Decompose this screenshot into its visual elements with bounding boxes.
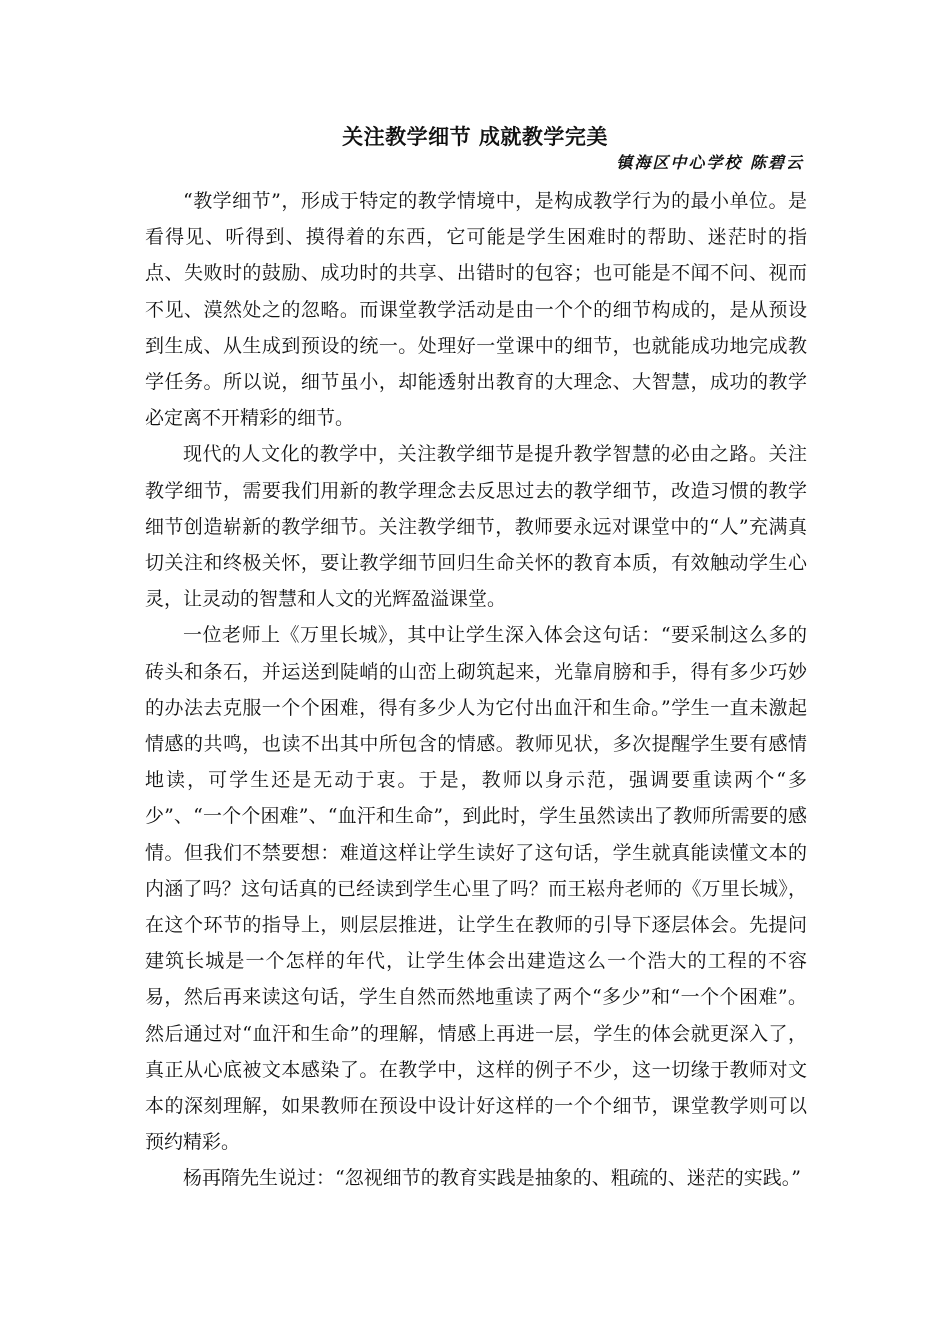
document-body [145, 183, 807, 1197]
author-byline: 镇海区中心学校 陈碧云 [616, 153, 804, 172]
paragraph-2: 现代的人文化的教学中，关注教学细节是提升教学智慧的必由之路。关注教学细节，需要我们用新的教学理念去反思过去的教学细节，改造习惯的教学细节创造崭新的教学细节。关注教学细节，教师要永远对课堂中的“人”充满真切关注和终极关怀，要让教学细节回归生命关怀的教育本质，有效触动学生心灵，让灵动的智慧和人文的光辉盈溢课堂。 [145, 443, 807, 611]
document-title: 关注教学细节 成就教学完美 [342, 125, 608, 149]
paragraph-4: 杨再隋先生说过：“忽视细节的教育实践是抽象的、粗疏的、迷茫的实践。” [183, 1167, 801, 1190]
paragraph-1: “教学细节”，形成于特定的教学情境中，是构成教学行为的最小单位。是看得见、听得到、摸得着的东西，它可能是学生困难时的帮助、迷茫时的指点、失败时的鼓励、成功时的共享、出错时的包容；也可能是不闻不问、视而不见、漠然处之的忽略。而课堂教学活动是由一个个的细节构成的，是从预设到生成、从生成到预设的统一。处理好一堂课中的细节，也就能成功地完成教学任务。所以说，细节虽小，却能透射出教育的大理念、大智慧，成功的教学必定离不开精彩的细节。 [145, 190, 807, 430]
paragraph-3: 一位老师上《万里长城》，其中让学生深入体会这句话：“要采制这么多的砖头和条石，并运送到陡峭的山峦上砌筑起来，光靠肩膀和手，得有多少巧妙的办法去克服一个个困难，得有多少人为它付出血汗和生命。”学生一直未激起情感的共鸣，也读不出其中所包含的情感。教师见状，多次提醒学生要有感情地读，可学生还是无动于衷。于是，教师以身示范，强调要重读两个“多少”、“一个个困难”、“血汗和生命”，到此时，学生虽然读出了教师所需要的感情。但我们不禁要想：难道这样让学生读好了这句话，学生就真能读懂文本的内涵了吗？这句话真的已经读到学生心里了吗？而王崧舟老师的《万里长城》，在这个环节的指导上，则层层推进，让学生在教师的引导下逐层体会。先提问建筑长城是一个怎样的年代，让学生体会出建造这么一个浩大的工程的不容易，然后再来读这句话，学生自然而然地重读了两个“多少”和“一个个困难”。然后通过对“血汗和生命”的理解，情感上再进一层，学生的体会就更深入了，真正从心底被文本感染了。在教学中，这样的例子不少，这一切缘于教师对文本的深刻理解，如果教师在预设中设计好这样的一个个细节，课堂教学则可以预约精彩。 [145, 624, 807, 1154]
